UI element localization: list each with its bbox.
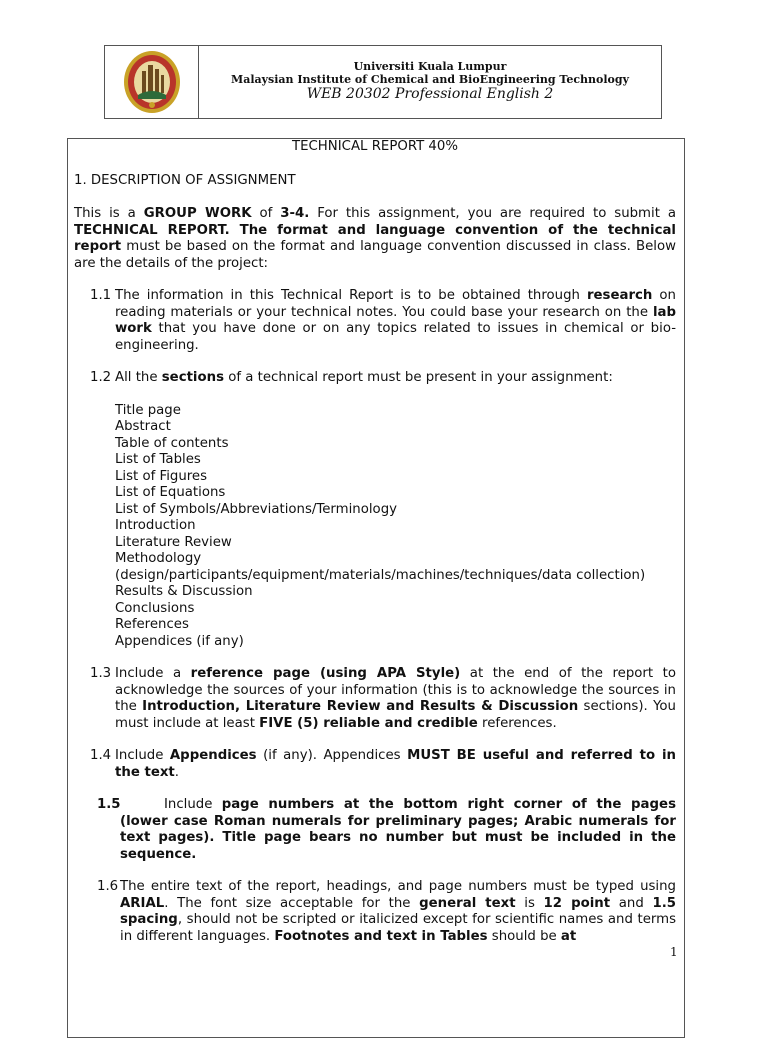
item-number: 1.6 bbox=[97, 879, 119, 894]
item-text: Include a bbox=[115, 666, 191, 681]
list-item: Title page bbox=[115, 402, 181, 418]
item-text: All the bbox=[115, 370, 162, 385]
list-item: Introduction bbox=[115, 518, 196, 533]
item-bold: Appendices bbox=[169, 748, 257, 763]
intro-text-1: This is a bbox=[74, 206, 144, 221]
item-text: The entire text of the report, headings, and page numbers must be typed using bbox=[120, 879, 676, 894]
item-text: is bbox=[515, 895, 544, 911]
header-text bbox=[199, 46, 661, 118]
list-item: List of Symbols/Abbreviations/Terminology bbox=[115, 501, 397, 517]
list-item: References bbox=[115, 617, 189, 632]
item-number: 1.5 bbox=[97, 797, 121, 812]
item-text: on reading materials or your technical notes. You could base your research on the bbox=[115, 288, 676, 320]
item-bold: sections bbox=[161, 370, 225, 385]
item-text: , should not be scripted or italicized except for scientific names and terms in different languages. bbox=[120, 912, 676, 944]
item-bold: general text bbox=[419, 895, 516, 911]
item-1-4 bbox=[74, 748, 676, 781]
intro-bold-2: 3-4. bbox=[280, 206, 310, 221]
item-bold: research bbox=[586, 288, 653, 303]
item-text: should be bbox=[487, 928, 561, 944]
item-number: 1.3 bbox=[90, 666, 112, 681]
item-1-2 bbox=[74, 370, 676, 387]
item-bold: ARIAL bbox=[120, 895, 165, 911]
list-item: List of Tables bbox=[115, 452, 201, 467]
item-bold: lab work bbox=[115, 304, 676, 336]
item-bold: 1.5 spacing bbox=[120, 895, 676, 927]
list-item: Table of contents bbox=[115, 435, 229, 451]
list-item: Abstract bbox=[115, 419, 171, 434]
intro-bold-3: TECHNICAL REPORT. The format and language convention of the technical report bbox=[74, 222, 676, 254]
item-bold: Introduction, Literature Review and Results & Discussion bbox=[142, 699, 579, 714]
document-header bbox=[104, 45, 662, 119]
course-title: WEB 20302 Professional English 2 bbox=[306, 86, 554, 102]
institute-name: Malaysian Institute of Chemical and BioEngineering Technology bbox=[231, 73, 629, 86]
list-item: Conclusions bbox=[115, 600, 195, 616]
item-number: 1.2 bbox=[90, 370, 112, 385]
item-1-5 bbox=[74, 797, 676, 863]
list-item: Literature Review bbox=[115, 534, 232, 550]
item-text: of a technical report must be present in your assignment: bbox=[224, 370, 613, 385]
list-item: List of Figures bbox=[115, 468, 208, 484]
document-body bbox=[74, 138, 676, 945]
item-number: 1.1 bbox=[90, 288, 112, 303]
item-text: . The font size acceptable for the bbox=[164, 895, 420, 911]
intro-text-3: For this assignment, you are required to submit a bbox=[309, 206, 676, 221]
item-bold: 12 point bbox=[543, 895, 611, 911]
list-item: Methodology bbox=[115, 551, 202, 566]
item-1-3 bbox=[74, 666, 676, 732]
item-bold: MUST BE useful and referred to in the text bbox=[115, 748, 676, 780]
document-title: TECHNICAL REPORT 40% bbox=[292, 139, 458, 154]
intro-bold-1: GROUP WORK bbox=[143, 206, 252, 221]
intro-text-4: must be based on the format and language convention discussed in class. Below are the details of the project: bbox=[74, 239, 676, 271]
intro-text-2: of bbox=[251, 206, 281, 221]
item-bold: at bbox=[560, 928, 577, 944]
item-text: and bbox=[610, 895, 653, 911]
item-1-6 bbox=[74, 879, 676, 945]
item-text: The information in this Technical Report is to be obtained through bbox=[115, 288, 587, 303]
item-number: 1.4 bbox=[90, 748, 112, 763]
intro-paragraph bbox=[74, 206, 676, 272]
item-text: sections). You must include at least bbox=[115, 699, 676, 731]
item-text: . bbox=[174, 764, 180, 780]
list-item: Results & Discussion bbox=[115, 584, 253, 599]
page-number: 1 bbox=[670, 945, 678, 959]
university-name: Universiti Kuala Lumpur bbox=[353, 60, 507, 73]
logo-cell bbox=[105, 46, 199, 118]
item-text: references. bbox=[477, 715, 557, 731]
section-heading: 1. DESCRIPTION OF ASSIGNMENT bbox=[74, 172, 296, 188]
list-item: List of Equations bbox=[115, 485, 226, 500]
item-text: Include bbox=[115, 748, 170, 763]
list-item: (design/participants/equipment/materials/machines/techniques/data collection) bbox=[115, 567, 646, 583]
item-text: Include bbox=[164, 797, 222, 812]
item-text: at the end of the report to acknowledge the sources of your information (this is to acknowledge the sources in the bbox=[115, 666, 676, 714]
item-bold: Footnotes and text in Tables bbox=[274, 928, 488, 944]
university-seal-logo bbox=[122, 49, 182, 115]
list-item: Appendices (if any) bbox=[115, 633, 244, 649]
sections-list bbox=[74, 403, 676, 651]
item-bold: FIVE (5) reliable and credible bbox=[259, 715, 478, 731]
item-text: that you have done or on any topics related to issues in chemical or bio-engineering. bbox=[115, 321, 676, 353]
item-1-1 bbox=[74, 288, 676, 354]
item-text: (if any). Appendices bbox=[256, 748, 408, 763]
item-bold: page numbers at the bottom right corner of the pages (lower case Roman numerals for preliminary pages; Arabic numerals for text pages). Title page bears no number but must be included in the sequence. bbox=[120, 797, 676, 862]
item-bold: reference page (using APA Style) bbox=[190, 666, 461, 681]
